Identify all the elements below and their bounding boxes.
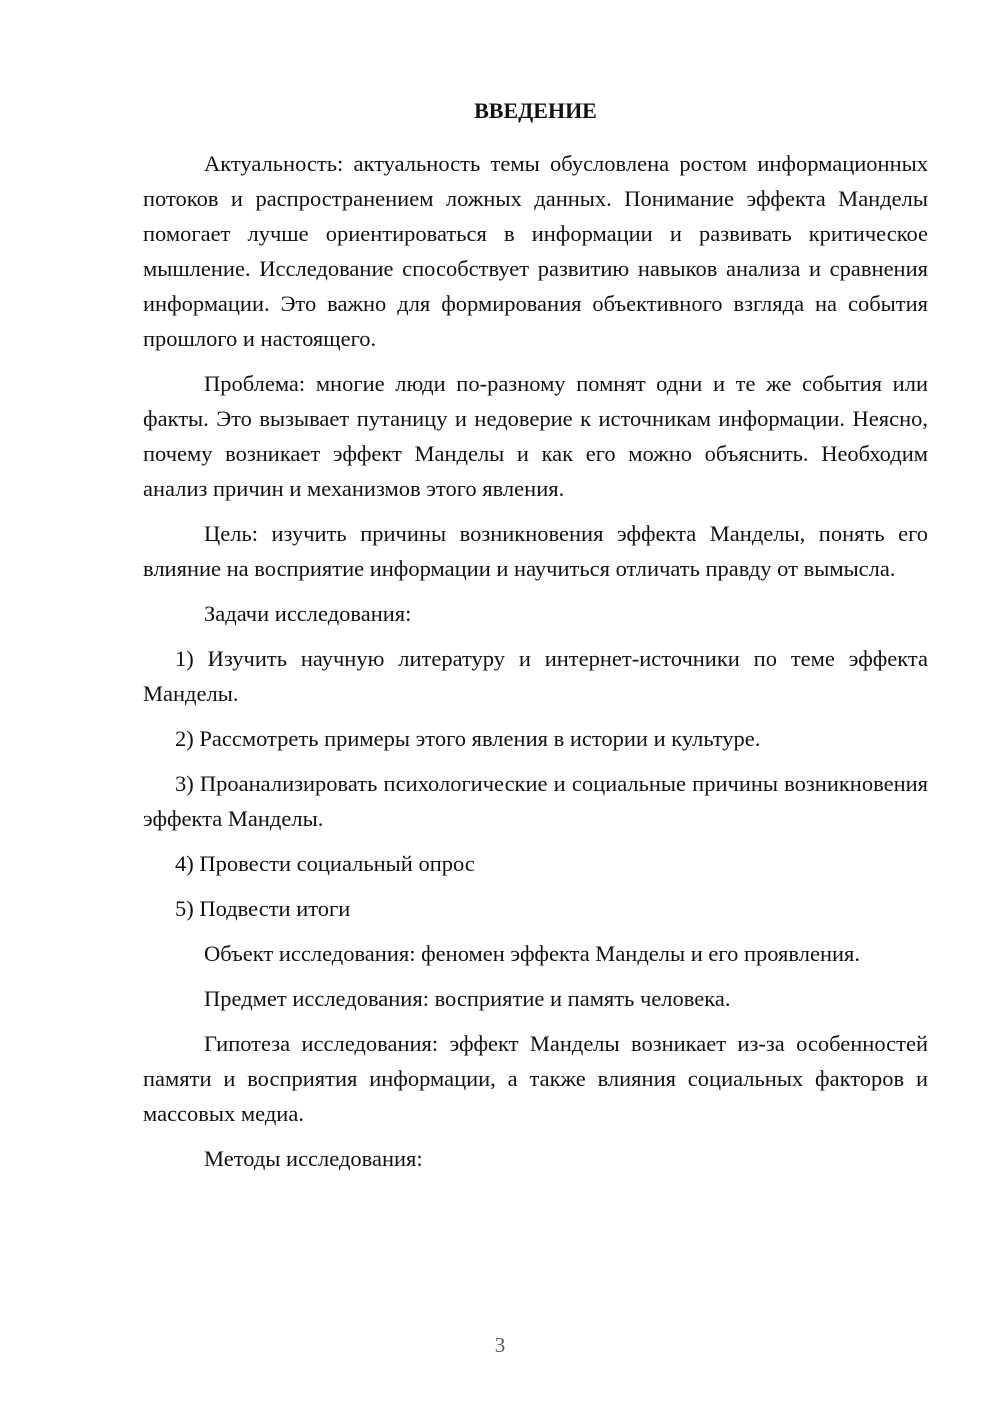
object-paragraph: Объект исследования: феномен эффекта Манделы и его проявления. <box>204 941 861 966</box>
page-title: ВВЕДЕНИЕ <box>474 98 597 123</box>
task-item-5: 5) Подвести итоги <box>175 896 351 921</box>
goal-paragraph: Цель: изучить причины возникновения эффекта Манделы, понять его влияние на восприятие информации и научиться отличать правду от вымысла. <box>143 521 928 581</box>
hypothesis-paragraph: Гипотеза исследования: эффект Манделы возникает из-за особенностей памяти и восприятия информации, а также влияния социальных факторов и массовых медиа. <box>143 1031 928 1126</box>
task-item-1: 1) Изучить научную литературу и интернет-источники по теме эффекта Манделы. <box>143 646 928 706</box>
relevance-paragraph: Актуальность: актуальность темы обусловлена ростом информационных потоков и распространением ложных данных. Понимание эффекта Манделы помогает лучше ориентироваться в информации и развивать критическое мышление. Исследование способствует развитию навыков анализа и сравнения информации. Это важно для формирования объективного взгляда на события прошлого и настоящего. <box>143 151 928 351</box>
methods-heading: Методы исследования: <box>204 1146 423 1171</box>
page-number: 3 <box>494 1333 506 1357</box>
subject-paragraph: Предмет исследования: восприятие и память человека. <box>204 986 731 1011</box>
tasks-heading: Задачи исследования: <box>204 601 412 626</box>
task-item-3: 3) Проанализировать психологические и социальные причины возникновения эффекта Манделы. <box>143 771 928 831</box>
task-item-2: 2) Рассмотреть примеры этого явления в истории и культуре. <box>175 726 761 751</box>
problem-paragraph: Проблема: многие люди по-разному помнят одни и те же события или факты. Это вызывает путаницу и недоверие к источникам информации. Неясно, почему возникает эффект Манделы и как его можно объяснить. Необходим анализ причин и механизмов этого явления. <box>143 371 928 501</box>
document-page <box>143 96 928 1186</box>
task-item-4: 4) Провести социальный опрос <box>175 851 475 876</box>
